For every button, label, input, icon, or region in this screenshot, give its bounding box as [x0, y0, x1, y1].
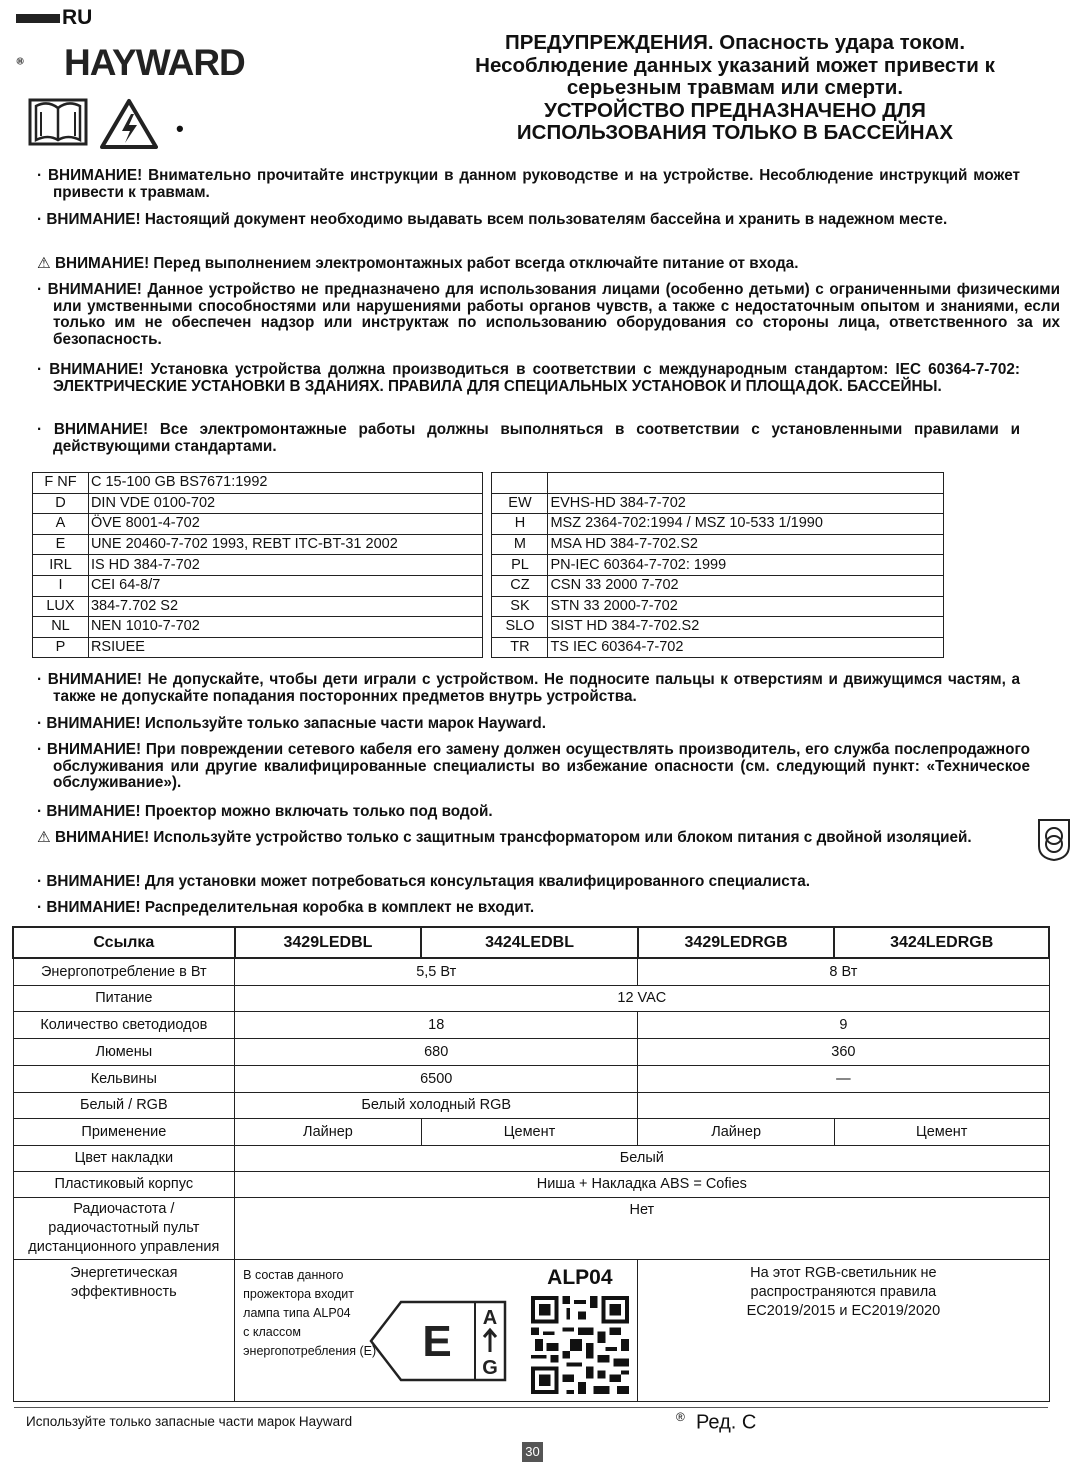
header-warning-line: ПРЕДУПРЕЖДЕНИЯ. Опасность удара током. — [504, 31, 966, 54]
standard-name: TS IEC 60364-7-702 — [548, 637, 944, 658]
spec-row-label: Люмены — [13, 1038, 235, 1065]
spec-cell: Цемент — [834, 1118, 1049, 1145]
standards-row — [33, 534, 944, 555]
warning-item: · ВНИМАНИЕ! Не допускайте, чтобы дети играли с устройством. Не подносите пальцы к отверстиям и движущимся частям, а также не допускайте попадания посторонних предметов внутрь устройства. — [37, 671, 1021, 705]
energy-text-line: с классом — [243, 1325, 301, 1339]
standards-row — [33, 596, 944, 617]
spec-row-label: Белый / RGB — [13, 1092, 235, 1118]
standards-row — [33, 637, 944, 658]
spec-cell: 8 Вт — [638, 958, 1049, 985]
standards-row — [33, 575, 944, 596]
standard-name: PN-IEC 60364-7-702: 1999 — [548, 555, 944, 576]
energy-model: ALP04 — [547, 1266, 613, 1289]
bullet-dot: • — [176, 116, 184, 141]
standard-name: C 15-100 GB BS7671:1992 — [88, 473, 482, 494]
standards-row — [33, 555, 944, 576]
warning-item: · ВНИМАНИЕ! Установка устройства должна производиться в соответствии с международным стандартом: IEC 60364-7-702: ЭЛЕКТРИЧЕСКИЕ УСТАНОВКИ В ЗДАНИЯХ. ПРАВИЛА ДЛЯ СПЕЦИАЛЬНЫХ УСТАНОВОК И ПЛОЩАДОК. БАССЕЙНЫ. — [37, 361, 1020, 395]
spec-cell: — — [638, 1065, 1049, 1092]
electric-hazard-icon — [100, 98, 158, 150]
spec-row-label — [13, 1259, 235, 1401]
standards-row — [33, 473, 944, 494]
header-warning-line: ИСПОЛЬЗОВАНИЯ ТОЛЬКО В БАССЕЙНАХ — [516, 121, 954, 144]
country-code: A — [33, 514, 89, 535]
column-gap — [482, 534, 492, 555]
energy-text-line: В состав данного — [243, 1268, 344, 1282]
registered-mark: ® — [676, 1410, 685, 1424]
energy-rgb-line: На этот RGB-светильник не — [750, 1264, 937, 1281]
spec-cell: 9 — [638, 1011, 1049, 1038]
spec-cell: Цемент — [421, 1118, 638, 1145]
spec-cell: 12 VAC — [235, 985, 1049, 1011]
country-code: SK — [492, 596, 548, 617]
standard-name: EVHS-HD 384-7-702 — [548, 493, 944, 514]
energy-class-letter: E — [422, 1317, 452, 1366]
spec-table — [12, 926, 1050, 1402]
energy-rgb-line: EC2019/2015 и EC2019/2020 — [746, 1302, 941, 1319]
country-code: CZ — [492, 575, 548, 596]
radio-label-line: дистанционного управления — [28, 1238, 220, 1255]
spec-header: 3429LEDRGB — [638, 927, 835, 958]
country-code — [492, 473, 548, 494]
energy-label-line: эффективность — [70, 1283, 177, 1300]
country-code: F NF — [33, 473, 89, 494]
spec-row-label: Питание — [13, 985, 235, 1011]
header-warning-line: серьезным травмам или смерти. — [566, 76, 904, 99]
qr-code-icon — [531, 1296, 629, 1394]
spec-row-label: Пластиковый корпус — [13, 1171, 235, 1197]
spec-row-label: Энергопотребление в Вт — [13, 958, 235, 985]
energy-scale-bottom: G — [482, 1357, 498, 1379]
spec-row-label: Применение — [13, 1118, 235, 1145]
column-gap — [482, 575, 492, 596]
standard-name: ÖVE 8001-4-702 — [88, 514, 482, 535]
country-code: NL — [33, 617, 89, 638]
footer-divider — [14, 1407, 1048, 1408]
column-gap — [482, 596, 492, 617]
standard-name — [548, 473, 944, 494]
header-warning — [420, 32, 1050, 145]
spec-cell: 6500 — [235, 1065, 638, 1092]
country-code: I — [33, 575, 89, 596]
standards-row — [33, 617, 944, 638]
column-gap — [482, 514, 492, 535]
column-gap — [482, 555, 492, 576]
page-number: 30 — [522, 1442, 543, 1462]
spec-cell: Лайнер — [638, 1118, 835, 1145]
spec-row-label — [13, 1197, 235, 1259]
country-code: D — [33, 493, 89, 514]
spec-cell: 5,5 Вт — [235, 958, 638, 985]
country-code: SLO — [492, 617, 548, 638]
hayward-logo-icon — [16, 40, 64, 82]
column-gap — [482, 493, 492, 514]
spec-row-label: Цвет накладки — [13, 1145, 235, 1171]
standard-name: CEI 64-8/7 — [88, 575, 482, 596]
country-code: IRL — [33, 555, 89, 576]
radio-label-line: Радиочастота / — [73, 1200, 175, 1217]
country-code: P — [33, 637, 89, 658]
header-warning-line: Несоблюдение данных указаний может привести к — [475, 53, 995, 77]
spec-cell: Белый холодный RGB — [235, 1092, 638, 1118]
language-bar — [16, 14, 60, 23]
standard-name: SIST HD 384-7-702.S2 — [548, 617, 944, 638]
country-code: M — [492, 534, 548, 555]
energy-label-cell — [235, 1259, 638, 1401]
header-warning-line: УСТРОЙСТВО ПРЕДНАЗНАЧЕНО ДЛЯ — [544, 98, 926, 122]
footer-revision — [676, 1410, 756, 1435]
energy-text-line: энергопотребления (E) — [243, 1344, 377, 1358]
energy-description — [243, 1266, 376, 1361]
country-code: TR — [492, 637, 548, 658]
language-code: RU — [62, 6, 93, 29]
warning-item: · ВНИМАНИЕ! Проектор можно включать только под водой. — [37, 803, 493, 820]
energy-rgb-note — [638, 1259, 1049, 1401]
revision-text: Ред. С — [695, 1411, 757, 1434]
standard-name: UNE 20460-7-702 1993, REBT ITC-BT-31 2002 — [88, 534, 482, 555]
standard-name: MSA HD 384-7-702.S2 — [548, 534, 944, 555]
spec-header: Ссылка — [13, 927, 235, 958]
standard-name: CSN 33 2000 7-702 — [548, 575, 944, 596]
country-code: EW — [492, 493, 548, 514]
spec-cell: 18 — [235, 1011, 638, 1038]
double-insulation-transformer-icon — [1036, 818, 1072, 862]
standard-name: NEN 1010-7-702 — [88, 617, 482, 638]
energy-label-line: Энергетическая — [70, 1264, 178, 1281]
spec-cell: Нет — [235, 1197, 1049, 1259]
standard-name: MSZ 2364-702:1994 / MSZ 10-533 1/1990 — [548, 514, 944, 535]
warning-item: · ВНИМАНИЕ! Данное устройство не предназначено для использования лицами (особенно детьми) с ограниченными физическими или умственными способностями или нарушениями работы органов чувств, а также с недостаточным опытом и знаниями, если только им не обеспечен надзор или инструктаж по использованию оборудования со стороны лица, ответственного за их безопасность. — [37, 281, 1061, 348]
warning-item: · ВНИМАНИЕ! При повреждении сетевого кабеля его замену должен осуществлять производитель, его служба послепродажного обслуживания или другие квалифицированные специалисты во избежание опасности (см. следующий пункт: «Техническое обслуживание»). — [37, 741, 1031, 792]
read-manual-icon — [28, 96, 88, 148]
radio-label-line: радиочастотный пульт — [48, 1219, 200, 1236]
spec-cell: Белый — [235, 1145, 1049, 1171]
spec-cell: 680 — [235, 1038, 638, 1065]
spec-header: 3424LEDRGB — [834, 927, 1049, 958]
column-gap — [482, 617, 492, 638]
energy-text-line: прожектора входит — [243, 1287, 354, 1301]
column-gap — [482, 473, 492, 494]
energy-class-label-icon — [369, 1300, 509, 1382]
spec-cell: Ниша + Накладка ABS = Cofies — [235, 1171, 1049, 1197]
country-code: H — [492, 514, 548, 535]
standard-name: 384-7.702 S2 — [88, 596, 482, 617]
warning-item: · ВНИМАНИЕ! Для установки может потребоваться консультация квалифицированного специалиста. — [37, 873, 811, 890]
spec-row-label: Количество светодиодов — [13, 1011, 235, 1038]
country-code: E — [33, 534, 89, 555]
warning-item: · ВНИМАНИЕ! Настоящий документ необходимо выдавать всем пользователям бассейна и хранить в надежном месте. — [37, 211, 948, 228]
column-gap — [482, 637, 492, 658]
country-code: PL — [492, 555, 548, 576]
standards-table — [32, 472, 944, 658]
standard-name: RSIUEE — [88, 637, 482, 658]
footer-text: Используйте только запасные части марок Hayward — [26, 1414, 353, 1429]
spec-cell: Лайнер — [235, 1118, 422, 1145]
spec-cell: 360 — [638, 1038, 1049, 1065]
country-code: LUX — [33, 596, 89, 617]
standard-name: DIN VDE 0100-702 — [88, 493, 482, 514]
standards-row — [33, 514, 944, 535]
spec-cell — [638, 1092, 1049, 1118]
energy-text-line: лампа типа ALP04 — [243, 1306, 351, 1320]
warning-item: ⚠ ВНИМАНИЕ! Используйте устройство только с защитным трансформатором или блоком питания с двойной изоляцией. — [37, 829, 972, 846]
warning-item: · ВНИМАНИЕ! Все электромонтажные работы должны выполняться в соответствии с установленными правилами и действующими стандартами. — [37, 421, 1021, 455]
brand-name: HAYWARD — [64, 42, 245, 83]
spec-header: 3429LEDBL — [235, 927, 422, 958]
warning-item: ⚠ ВНИМАНИЕ! Перед выполнением электромонтажных работ всегда отключайте питание от входа. — [37, 255, 799, 272]
spec-row-label: Кельвины — [13, 1065, 235, 1092]
energy-scale-top: A — [482, 1307, 498, 1329]
standard-name: IS HD 384-7-702 — [88, 555, 482, 576]
warning-item: · ВНИМАНИЕ! Используйте только запасные части марок Hayward. — [37, 715, 546, 732]
standards-row — [33, 493, 944, 514]
standard-name: STN 33 2000-7-702 — [548, 596, 944, 617]
spec-header: 3424LEDBL — [421, 927, 638, 958]
warning-item: · ВНИМАНИЕ! Внимательно прочитайте инструкции в данном руководстве и на устройстве. Несоблюдение инструкций может привести к травмам. — [37, 167, 1021, 201]
energy-rgb-line: распространяются правила — [750, 1283, 937, 1300]
warning-item: · ВНИМАНИЕ! Распределительная коробка в комплект не входит. — [37, 899, 535, 916]
